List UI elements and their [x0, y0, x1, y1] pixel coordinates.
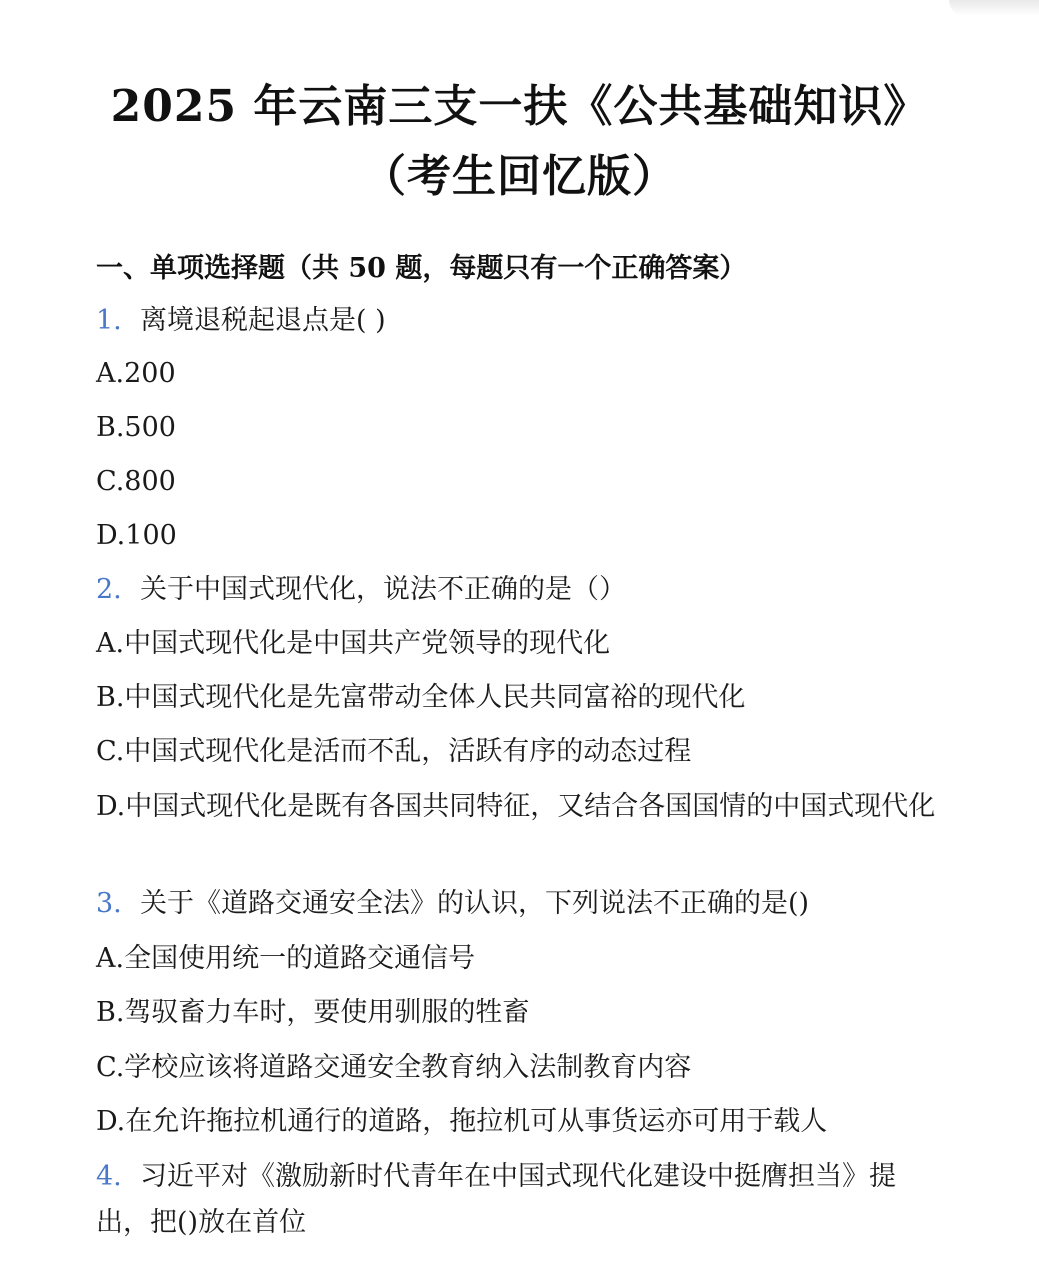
question-text: 关于中国式现代化，说法不正确的是（） — [140, 574, 626, 605]
question-2-option-a: A.中国式现代化是中国共产党领导的现代化 — [96, 628, 611, 659]
question-number: 2. — [96, 574, 122, 605]
page-corner-shadow — [949, 0, 1039, 16]
question-3-stem — [96, 886, 809, 922]
question-2-option-c: C.中国式现代化是活而不乱，活跃有序的动态过程 — [96, 736, 692, 767]
question-2-stem — [96, 572, 626, 608]
question-4-stem — [96, 1154, 941, 1246]
question-3-option-a: A.全国使用统一的道路交通信号 — [96, 943, 476, 974]
question-number: 1. — [96, 305, 122, 336]
question-2-option-d: D.中国式现代化是既有各国共同特征，又结合各国国情的中国式现代化 — [96, 791, 936, 822]
question-3-option-c: C.学校应该将道路交通安全教育纳入法制教育内容 — [96, 1052, 692, 1083]
question-number: 3. — [96, 888, 122, 919]
question-1-stem — [96, 303, 386, 339]
question-text: 离境退税起退点是( ) — [140, 305, 386, 336]
question-text: 习近平对《激励新时代青年在中国式现代化建设中挺膺担当》提出，把()放在首位 — [96, 1161, 896, 1238]
question-3-option-b: B.驾驭畜力车时，要使用驯服的牲畜 — [96, 997, 530, 1028]
question-1-option-c: C.800 — [96, 466, 176, 497]
question-1-option-b: B.500 — [96, 412, 176, 443]
question-3-option-d: D.在允许拖拉机通行的道路，拖拉机可从事货运亦可用于载人 — [96, 1106, 828, 1137]
section-heading: 一、单项选择题（共 50 题，每题只有一个正确答案） — [96, 253, 747, 284]
question-1-option-d: D.100 — [96, 520, 177, 551]
document-subtitle: （考生回忆版） — [362, 151, 677, 202]
question-1-option-a: A.200 — [96, 358, 176, 389]
question-number: 4. — [96, 1161, 122, 1192]
document-title: 2025 年云南三支一扶《公共基础知识》 — [110, 81, 929, 132]
question-2-option-b: B.中国式现代化是先富带动全体人民共同富裕的现代化 — [96, 682, 746, 713]
question-text: 关于《道路交通安全法》的认识，下列说法不正确的是() — [140, 888, 810, 919]
